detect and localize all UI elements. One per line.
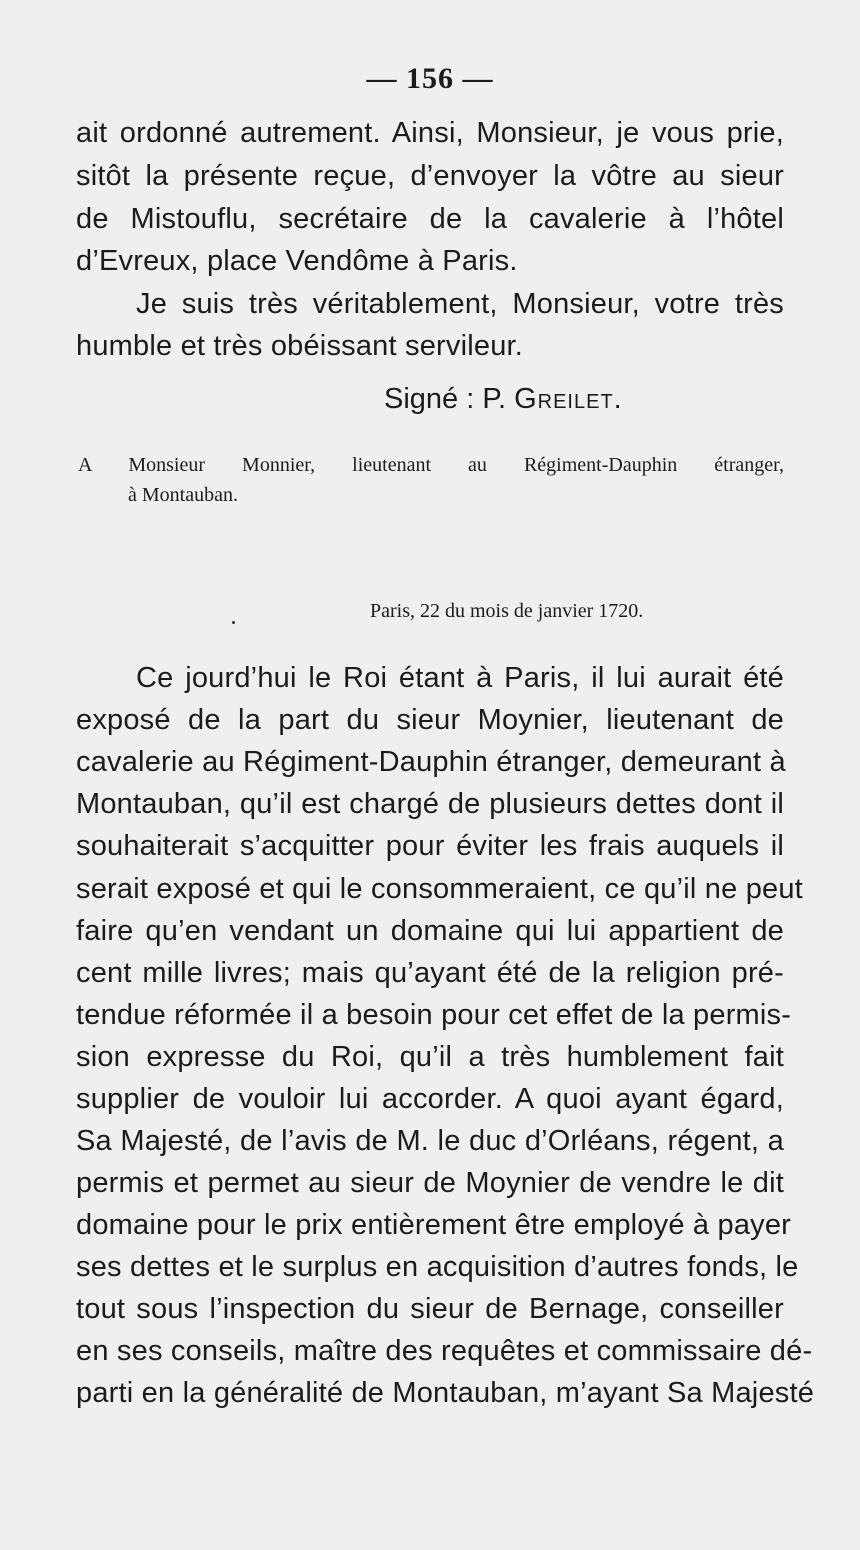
decree-line: tout sous l’inspection du sieur de Bernage, conseiller [76,1293,784,1325]
decree-line: souhaiterait s’acquitter pour éviter les frais auquels il [76,830,784,862]
address-line: A Monsieur Monnier, lieutenant au Régiment-Dauphin étranger, [78,454,784,476]
decree-line: Montauban, qu’il est chargé de plusieurs dettes dont il [76,788,784,820]
decree-line: cavalerie au Régiment-Dauphin étranger, demeurant à [76,746,786,778]
decree-line: en ses conseils, maître des requêtes et commissaire dé- [76,1335,813,1367]
address-line: à Montauban. [128,484,238,506]
decree-line: Ce jourd’hui le Roi étant à Paris, il lui aurait été [136,662,784,694]
letter-line: de Mistouflu, secrétaire de la cavalerie à l’hôtel [76,203,784,235]
signature-name: Greilet. [514,383,623,415]
closing-line: Je suis très véritablement, Monsieur, votre très [136,288,784,320]
decree-line: faire qu’en vendant un domaine qui lui appartient de [76,915,784,947]
decree-line: serait exposé et qui le consommeraient, ce qu’il ne peut [76,873,803,905]
decree-line: permis et permet au sieur de Moynier de vendre le dit [76,1167,784,1199]
ink-speck [232,621,235,624]
decree-line: domaine pour le prix entièrement être employé à payer [76,1209,792,1241]
letter-line: ait ordonné autrement. Ainsi, Monsieur, je vous prie, [76,117,784,149]
letter-line: sitôt la présente reçue, d’envoyer la vôtre au sieur [76,160,784,192]
decree-line: Sa Majesté, de l’avis de M. le duc d’Orléans, régent, a [76,1125,784,1157]
decree-line: exposé de la part du sieur Moynier, lieutenant de [76,704,784,736]
signature-prefix: Signé : P. [384,383,507,415]
decree-line: supplier de vouloir lui accorder. A quoi ayant égard, [76,1083,784,1115]
dateline: Paris, 22 du mois de janvier 1720. [370,600,644,622]
decree-line: sion expresse du Roi, qu’il a très humblement fait [76,1041,784,1073]
decree-line: ses dettes et le surplus en acquisition d’autres fonds, le [76,1251,799,1283]
signature [384,379,623,419]
page-number: — 156 — [366,62,494,95]
decree-line: tendue réformée il a besoin pour cet effet de la permis- [76,999,792,1031]
decree-line: parti en la généralité de Montauban, m’ayant Sa Majesté [76,1377,815,1409]
closing-line: humble et très obéissant servileur. [76,330,524,362]
decree-line: cent mille livres; mais qu’ayant été de la religion pré- [76,957,784,989]
letter-line: d’Evreux, place Vendôme à Paris. [76,245,518,277]
